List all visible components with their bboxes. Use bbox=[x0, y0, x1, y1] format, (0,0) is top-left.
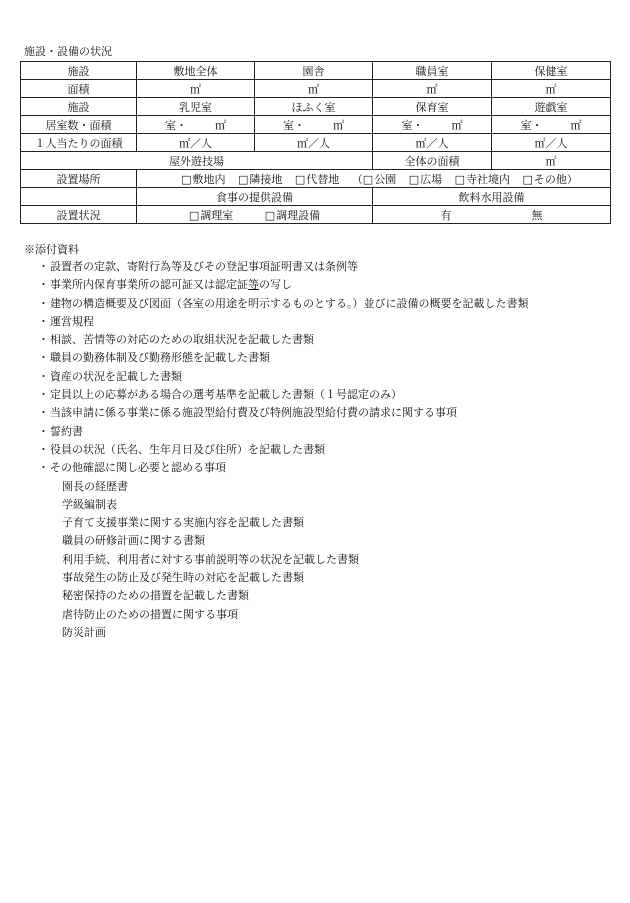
paren-open: （ bbox=[351, 172, 363, 186]
total-area-label: 全体の面積 bbox=[373, 152, 492, 170]
header-cell: 乳児室 bbox=[137, 98, 255, 116]
water-yes[interactable]: 有 bbox=[440, 208, 452, 222]
row-label: 居室数・面積 bbox=[21, 116, 137, 134]
area-field[interactable]: ㎡ bbox=[373, 80, 492, 98]
area-field[interactable]: ㎡ bbox=[492, 80, 611, 98]
facility-table bbox=[20, 61, 611, 224]
room-area-field[interactable]: 室・ ㎡ bbox=[255, 116, 373, 134]
meal-options bbox=[137, 206, 373, 224]
water-facility-header: 飲料水用設備 bbox=[373, 188, 611, 206]
checkbox-alternative[interactable]: □代替地 bbox=[294, 172, 340, 186]
section-title: 施設・設備の状況 bbox=[24, 45, 112, 58]
total-area-field[interactable]: ㎡ bbox=[492, 152, 611, 170]
header-cell: 施設 bbox=[21, 62, 137, 80]
checkbox-site[interactable]: □敷地内 bbox=[181, 172, 226, 186]
table-row bbox=[21, 206, 611, 224]
header-cell: 施設 bbox=[21, 98, 137, 116]
attachments-heading: ※添付資料 bbox=[24, 243, 79, 256]
sub-list-item: 防災計画 bbox=[62, 625, 106, 639]
per-person-field[interactable]: ㎡／人 bbox=[373, 134, 492, 152]
header-cell: 敷地全体 bbox=[137, 62, 255, 80]
sub-list-item: 子育て支援事業に関する実施内容を記載した書類 bbox=[62, 516, 304, 530]
list-item: ・当該申請に係る事業に係る施設型給付費及び特例施設型給付費の請求に関する事項 bbox=[38, 406, 457, 420]
paren-close: ） bbox=[566, 172, 578, 186]
sub-list-item: 園長の経歴書 bbox=[62, 479, 128, 493]
header-cell: 保育室 bbox=[373, 98, 492, 116]
water-options bbox=[373, 206, 611, 224]
area-field[interactable]: ㎡ bbox=[255, 80, 373, 98]
list-item: ・事業所内保育事業所の認可証又は認定証等の写し bbox=[38, 278, 292, 292]
room-area-field[interactable]: 室・ ㎡ bbox=[373, 116, 492, 134]
header-cell: 遊戯室 bbox=[492, 98, 611, 116]
table-row bbox=[21, 152, 611, 170]
per-person-field[interactable]: ㎡／人 bbox=[492, 134, 611, 152]
checkbox-park[interactable]: □公園 bbox=[362, 172, 397, 186]
table-row bbox=[21, 80, 611, 98]
list-item: ・その他確認に関し必要と認める事項 bbox=[38, 461, 226, 475]
list-item: ・建物の構造概要及び図面（各室の用途を明示するものとする。）並びに設備の概要を記載した書類 bbox=[38, 296, 529, 310]
per-person-field[interactable]: ㎡／人 bbox=[137, 134, 255, 152]
checkbox-adjacent[interactable]: □隣接地 bbox=[237, 172, 283, 186]
list-item: ・職員の勤務体制及び勤務形態を記載した書類 bbox=[38, 351, 270, 365]
sub-list-item: 学級編制表 bbox=[62, 497, 117, 511]
sub-list-item: 虐待防止のための措置に関する事項 bbox=[62, 607, 238, 621]
table-row bbox=[21, 62, 611, 80]
attachments-section bbox=[24, 241, 614, 642]
sub-list-item: 事故発生の防止及び発生時の対応を記載した書類 bbox=[62, 571, 304, 585]
row-label: 設置状況 bbox=[21, 206, 137, 224]
list-item: ・設置者の定款、寄附行為等及びその登記事項証明書又は条例等 bbox=[38, 260, 358, 273]
empty-cell bbox=[21, 188, 137, 206]
water-no[interactable]: 無 bbox=[531, 208, 543, 222]
location-options bbox=[137, 170, 611, 188]
attachments-list bbox=[24, 258, 614, 478]
list-item: ・定員以上の応募がある場合の選考基準を記載した書類（１号認定のみ） bbox=[38, 388, 402, 402]
header-cell: 職員室 bbox=[373, 62, 492, 80]
header-cell: 保健室 bbox=[492, 62, 611, 80]
other-items-list bbox=[24, 478, 614, 643]
sub-list-item: 職員の研修計画に関する書類 bbox=[62, 534, 205, 548]
table-row bbox=[21, 134, 611, 152]
room-area-field[interactable]: 室・ ㎡ bbox=[137, 116, 255, 134]
table-row bbox=[21, 188, 611, 206]
header-cell: 園舎 bbox=[255, 62, 373, 80]
sub-list-item: 利用手続、利用者に対する事前説明等の状況を記載した書類 bbox=[62, 552, 359, 566]
list-item: ・資産の状況を記載した書類 bbox=[38, 369, 182, 383]
outdoor-playground-label: 屋外遊技場 bbox=[21, 152, 373, 170]
table-row bbox=[21, 170, 611, 188]
table-row bbox=[21, 116, 611, 134]
checkbox-kitchen[interactable]: □調理室 bbox=[188, 208, 234, 222]
row-label: 設置場所 bbox=[21, 170, 137, 188]
meal-facility-header: 食事の提供設備 bbox=[137, 188, 373, 206]
table-row bbox=[21, 98, 611, 116]
row-label: １人当たりの面積 bbox=[21, 134, 137, 152]
list-item: ・役員の状況（氏名、生年月日及び住所）を記載した書類 bbox=[38, 442, 325, 456]
sub-list-item: 秘密保持のための措置を記載した書類 bbox=[62, 589, 249, 603]
header-cell: ほふく室 bbox=[255, 98, 373, 116]
list-item: ・誓約書 bbox=[38, 424, 83, 438]
checkbox-temple[interactable]: □寺社境内 bbox=[454, 172, 511, 186]
checkbox-plaza[interactable]: □広場 bbox=[408, 172, 443, 186]
checkbox-other[interactable]: □その他 bbox=[522, 172, 567, 186]
list-item: ・相談、苦情等の対応のための取組状況を記載した書類 bbox=[38, 333, 314, 347]
list-item: ・運営規程 bbox=[38, 314, 94, 328]
checkbox-cooking-equipment[interactable]: □調理設備 bbox=[264, 208, 321, 222]
room-area-field[interactable]: 室・ ㎡ bbox=[492, 116, 611, 134]
area-field[interactable]: ㎡ bbox=[137, 80, 255, 98]
row-label: 面積 bbox=[21, 80, 137, 98]
per-person-field[interactable]: ㎡／人 bbox=[255, 134, 373, 152]
